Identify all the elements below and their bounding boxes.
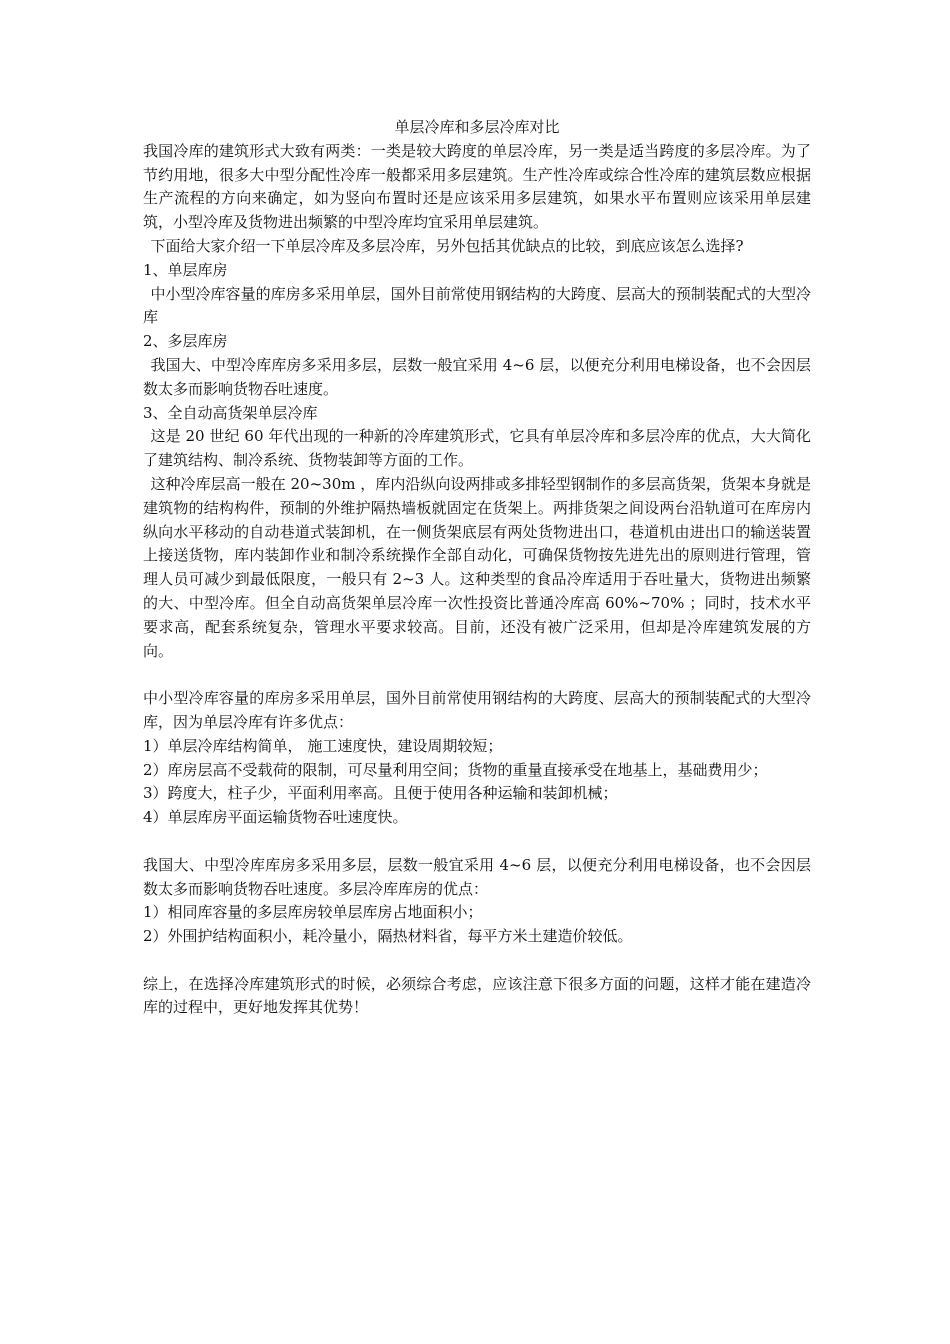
intro-paragraph: 我国冷库的建筑形式大致有两类：一类是较大跨度的单层冷库，另一类是适当跨度的多层冷库。为了节约用地，很多大中型分配性冷库一般都采用多层建筑。生产性冷库或综合性冷库的建筑层数应根据生产流程的方向来确定，如为竖向布置时还是应该采用多层建筑，如果水平布置则应该采用单层建筑，小型冷库及货物进出频繁的中型冷库均宜采用单层建筑。 xyxy=(143,141,811,232)
single-layer-point: 2）库房层高不受载荷的限制，可尽量利用空间；货物的重量直接承受在地基上，基础费用少； xyxy=(143,760,768,779)
section-3-body-2: 这种冷库层高一般在 20~30m ，库内沿纵向设两排或多排轻型钢制作的多层高货架，货架本身就是建筑物的结构构件，预制的外维护隔热墙板就固定在货架上。两排货架之间设两台沿轨道可在库房内纵向水平移动的自动巷道式装卸机，在一侧货架底层有两处货物进出口，巷道机由进出口的输送装置上接送货物，库内装卸作业和制冷系统操作全部自动化，可确保货物按先进先出的原则进行管理，管理人员可减少到最低限度，一般只有 2~3 人。这种类型的食品冷库适用于吞吐量大，货物进出频繁的大、中型冷库。但全自动高货架单层冷库一次性投资比普通冷库高 60%~70% ；同时，技术水平要求高，配套系统复杂，管理水平要求较高。目前，还没有被广泛采用，但却是冷库建筑发展的方向。 xyxy=(143,474,811,660)
paragraph-spacer xyxy=(143,949,811,973)
conclusion-paragraph: 综上，在选择冷库建筑形式的时候，必须综合考虑，应该注意下很多方面的问题，这样才能在建造冷库的过程中，更好地发挥其优势！ xyxy=(143,974,811,1017)
paragraph-spacer xyxy=(143,830,811,854)
single-layer-point: 1）单层冷库结构简单， 施工速度快，建设周期较短； xyxy=(143,736,503,755)
single-layer-intro: 中小型冷库容量的库房多采用单层，国外目前常使用钢结构的大跨度、层高大的预制装配式的大型冷库，因为单层冷库有许多优点： xyxy=(143,689,811,731)
section-1-body: 中小型冷库容量的库房多采用单层，国外目前常使用钢结构的大跨度、层高大的预制装配式的大型冷库 xyxy=(143,284,811,327)
multi-layer-point: 2）外围护结构面积小，耗冷量小，隔热材料省，每平方米土建造价较低。 xyxy=(143,927,633,946)
section-3-heading: 3、全自动高货架单层冷库 xyxy=(143,403,318,422)
paragraph-spacer xyxy=(143,663,811,687)
section-2-body: 我国大、中型冷库库房多采用多层，层数一般宜采用 4~6 层，以便充分利用电梯设备，也不会因层数太多而影响货物吞吐速度。 xyxy=(143,355,811,398)
section-2-heading: 2、多层库房 xyxy=(143,332,228,351)
section-3-body-1: 这是 20 世纪 60 年代出现的一种新的冷库建筑形式，它具有单层冷库和多层冷库的优点，大大简化了建筑结构、制冷系统、货物装卸等方面的工作。 xyxy=(143,427,811,470)
single-layer-point: 4）单层库房平面运输货物吞吐速度快。 xyxy=(143,808,408,827)
document-title: 单层冷库和多层冷库对比 xyxy=(394,118,560,136)
lead-paragraph: 下面给大家介绍一下单层冷库及多层冷库，另外包括其优缺点的比较，到底应该怎么选择? xyxy=(150,236,744,255)
multi-layer-point: 1）相同库容量的多层库房较单层库房占地面积小； xyxy=(143,903,483,922)
section-1-heading: 1、单层库房 xyxy=(143,260,228,279)
document-page xyxy=(143,116,811,1020)
single-layer-point: 3）跨度大，柱子少，平面利用率高。且便于使用各种运输和装卸机械； xyxy=(143,784,618,803)
multi-layer-intro: 我国大、中型冷库库房多采用多层，层数一般宜采用 4~6 层，以便充分利用电梯设备，也不会因层数太多而影响货物吞吐速度。多层冷库库房的优点： xyxy=(143,855,811,898)
